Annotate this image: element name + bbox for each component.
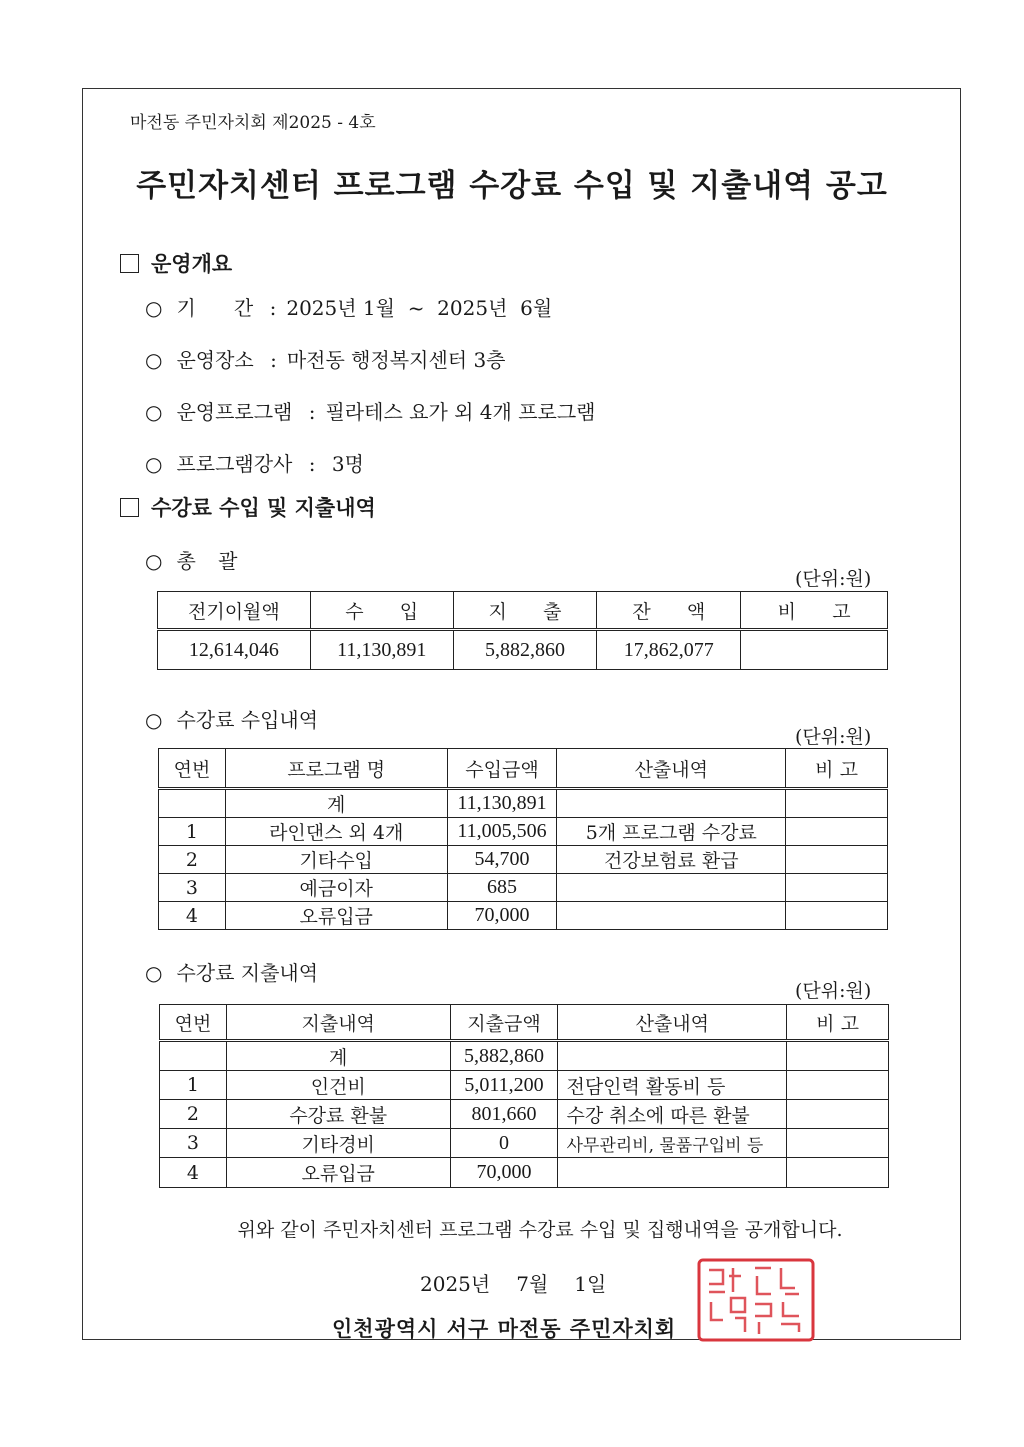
circle-bullet-icon: ○ [145, 348, 163, 372]
row-amount: 70,000 [450, 1158, 558, 1188]
summary-header: 지 출 [453, 592, 597, 630]
row-detail: 수강 취소에 따른 환불 [558, 1100, 787, 1129]
expense-table [159, 1004, 889, 1188]
square-bullet-icon [120, 498, 139, 517]
expense-header: 비 고 [787, 1005, 889, 1041]
table-row [159, 902, 888, 930]
row-note [786, 818, 888, 846]
circle-bullet-icon: ○ [145, 400, 163, 424]
row-note [786, 874, 888, 902]
overview-item-programs: ○ 운영프로그램 : 필라테스 요가 외 4개 프로그램 [145, 400, 596, 424]
income-header: 프로그램 명 [225, 749, 447, 789]
square-bullet-icon [120, 254, 139, 273]
expense-value: 5,882,860 [453, 630, 597, 670]
row-number: 3 [160, 1129, 227, 1158]
row-number: 4 [159, 902, 226, 930]
table-row [159, 874, 888, 902]
carryover-value: 12,614,046 [158, 630, 311, 670]
row-note [787, 1129, 889, 1158]
row-detail: 건강보험료 환급 [557, 846, 786, 874]
section-heading-overview: 운영개요 [120, 248, 232, 278]
row-detail: 사무관리비, 물품구입비 등 [558, 1129, 787, 1158]
income-unit: (단위:원) [795, 726, 872, 748]
note-value [741, 630, 888, 670]
summary-header: 수 입 [310, 592, 453, 630]
summary-header: 전기이월액 [158, 592, 311, 630]
circle-bullet-icon: ○ [145, 452, 163, 476]
row-number: 2 [159, 846, 226, 874]
expense-header: 연번 [160, 1005, 227, 1041]
overview-item-period: ○ 기 간 : 2025년 1월 ~ 2025년 6월 [145, 296, 553, 320]
row-name: 라인댄스 외 4개 [225, 818, 447, 846]
expense-header: 지출금액 [450, 1005, 558, 1041]
summary-header: 잔 액 [597, 592, 741, 630]
table-row [159, 818, 888, 846]
official-seal-icon [697, 1258, 815, 1342]
row-amount: 5,011,200 [450, 1071, 558, 1100]
issue-date: 2025년 7월 1일 [420, 1272, 607, 1296]
table-row [158, 630, 888, 670]
signer-name: 인천광역시 서구 마전동 주민자치회 [332, 1316, 677, 1341]
table-row [160, 1158, 889, 1188]
row-note [787, 1071, 889, 1100]
row-amount: 0 [450, 1129, 558, 1158]
row-amount: 801,660 [450, 1100, 558, 1129]
summary-header: 비 고 [741, 592, 888, 630]
closing-statement: 위와 같이 주민자치센터 프로그램 수강료 수입 및 집행내역을 공개합니다. [237, 1219, 843, 1241]
income-header: 수입금액 [447, 749, 557, 789]
row-note [786, 902, 888, 930]
summary-table [157, 591, 888, 670]
income-header: 비 고 [786, 749, 888, 789]
row-detail [557, 902, 786, 930]
total-amount: 5,882,860 [450, 1041, 558, 1071]
row-name: 오류입금 [226, 1158, 450, 1188]
row-name: 기타수입 [225, 846, 447, 874]
table-row [159, 846, 888, 874]
income-label: ○ 수강료 수입내역 [145, 708, 319, 732]
income-table [158, 748, 888, 930]
table-row [160, 1129, 889, 1158]
row-detail: 전담인력 활동비 등 [558, 1071, 787, 1100]
table-row [160, 1041, 889, 1071]
circle-bullet-icon: ○ [145, 708, 163, 732]
row-amount: 70,000 [447, 902, 557, 930]
income-header: 산출내역 [557, 749, 786, 789]
summary-label: ○ 총 괄 [145, 549, 246, 573]
row-note [787, 1158, 889, 1188]
circle-bullet-icon: ○ [145, 296, 163, 320]
document-number: 마전동 주민자치회 제2025 - 4호 [130, 113, 376, 133]
table-row [160, 1100, 889, 1129]
page-title: 주민자치센터 프로그램 수강료 수입 및 지출내역 공고 [136, 168, 888, 204]
expense-header: 지출내역 [226, 1005, 450, 1041]
table-row [159, 789, 888, 818]
expense-header: 산출내역 [558, 1005, 787, 1041]
total-amount: 11,130,891 [447, 789, 557, 818]
row-amount: 685 [447, 874, 557, 902]
circle-bullet-icon: ○ [145, 549, 163, 573]
row-note [787, 1100, 889, 1129]
total-label: 계 [225, 789, 447, 818]
row-name: 수강료 환불 [226, 1100, 450, 1129]
row-amount: 54,700 [447, 846, 557, 874]
row-name: 기타경비 [226, 1129, 450, 1158]
row-name: 예금이자 [225, 874, 447, 902]
row-name: 오류입금 [225, 902, 447, 930]
circle-bullet-icon: ○ [145, 961, 163, 985]
summary-unit: (단위:원) [795, 568, 872, 590]
table-row [160, 1071, 889, 1100]
row-name: 인건비 [226, 1071, 450, 1100]
row-detail: 5개 프로그램 수강료 [557, 818, 786, 846]
overview-item-instructors: ○ 프로그램강사 : 3명 [145, 452, 364, 476]
expense-unit: (단위:원) [795, 980, 872, 1002]
section-heading-finance: 수강료 수입 및 지출내역 [120, 492, 376, 522]
income-header: 연번 [159, 749, 226, 789]
overview-item-location: ○ 운영장소 : 마전동 행정복지센터 3층 [145, 348, 506, 372]
total-label: 계 [226, 1041, 450, 1071]
row-number: 2 [160, 1100, 227, 1129]
balance-value: 17,862,077 [597, 630, 741, 670]
row-number: 3 [159, 874, 226, 902]
row-number: 4 [160, 1158, 227, 1188]
row-detail [558, 1158, 787, 1188]
expense-label: ○ 수강료 지출내역 [145, 961, 319, 985]
income-value: 11,130,891 [310, 630, 453, 670]
row-amount: 11,005,506 [447, 818, 557, 846]
row-number: 1 [159, 818, 226, 846]
row-detail [557, 874, 786, 902]
row-number: 1 [160, 1071, 227, 1100]
row-note [786, 846, 888, 874]
